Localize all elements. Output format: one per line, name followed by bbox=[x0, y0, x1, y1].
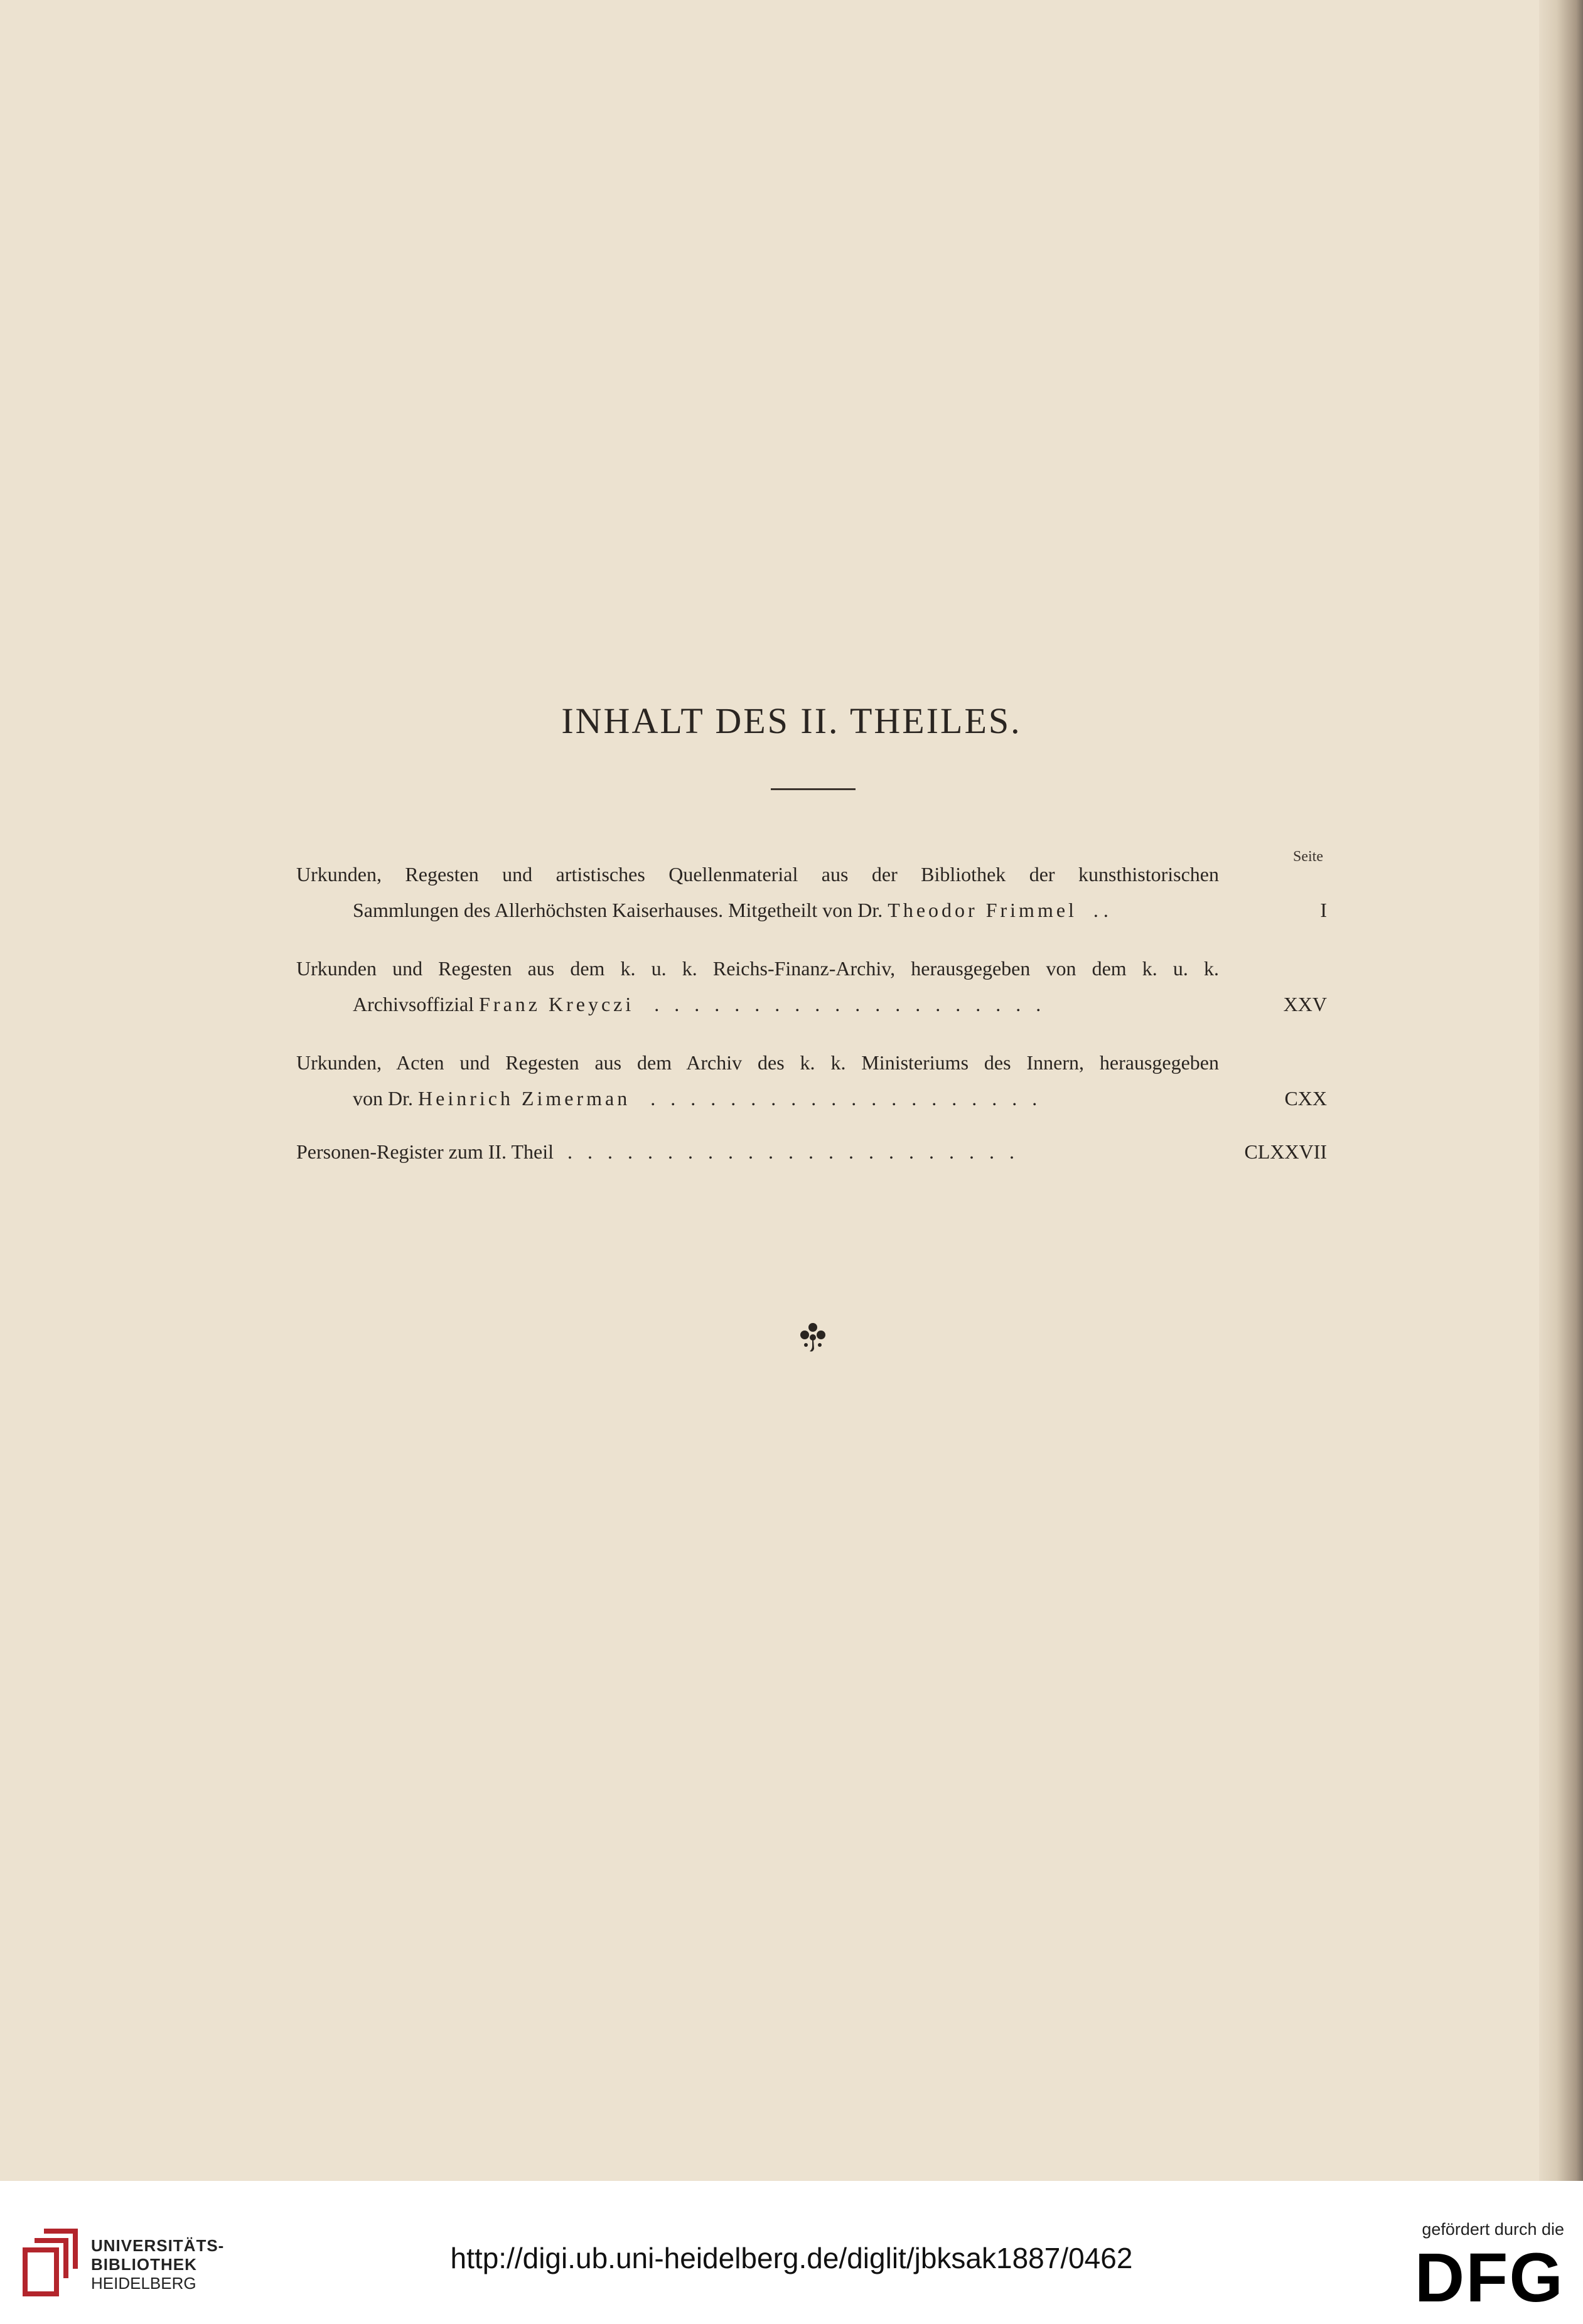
toc-entry-1-text: Sammlungen des Allerhöchsten Kaiserhauses. Mitgetheilt von Dr. bbox=[353, 899, 883, 921]
toc-entry-3-line2 bbox=[353, 1086, 1037, 1111]
toc-entry-2-author: Franz Kreyczi bbox=[479, 993, 635, 1015]
funding-label: gefördert durch die bbox=[1422, 2220, 1564, 2239]
toc-entry-3-text: von Dr. bbox=[353, 1087, 413, 1110]
toc-entry-4-dots: . . . . . . . . . . . . . . . . . . . . . . . bbox=[567, 1140, 1014, 1163]
footer-bar bbox=[0, 2181, 1583, 2324]
toc-entry-3-dots: . . . . . . . . . . . . . . . . . . . . bbox=[650, 1087, 1038, 1110]
toc-entry-1-dots: . . bbox=[1093, 899, 1108, 921]
toc-entry-4-text: Personen-Register zum II. Theil bbox=[296, 1140, 554, 1163]
column-header-seite: Seite bbox=[1293, 849, 1323, 865]
library-line-3: HEIDELBERG bbox=[91, 2274, 196, 2293]
toc-entry-2-line2 bbox=[353, 992, 1041, 1017]
toc-entry-2-line1: Urkunden und Regesten aus dem k. u. k. Reichs-Finanz-Archiv, herausgegeben von dem k. u. k. bbox=[296, 957, 1219, 980]
toc-entry-4-line1 bbox=[296, 1139, 1014, 1164]
toc-entry-4-page: CLXXVII bbox=[1244, 1140, 1327, 1163]
library-line-2: BIBLIOTHEK bbox=[91, 2255, 197, 2274]
dfg-logo: DFG bbox=[1414, 2239, 1564, 2316]
toc-entry-1-author: Theodor Frimmel bbox=[888, 899, 1077, 921]
toc-entry-1-line2 bbox=[353, 897, 1108, 923]
toc-entry-2-text: Archivsoffizial bbox=[353, 993, 475, 1015]
library-line-1: UNIVERSITÄTS- bbox=[91, 2236, 225, 2255]
toc-entry-1-line1: Urkunden, Regesten und artistisches Quellenmaterial aus der Bibliothek der kunsthistorischen bbox=[296, 863, 1219, 886]
toc-entry-3-page: CXX bbox=[1284, 1087, 1327, 1110]
toc-entry-3-author: Heinrich Zimerman bbox=[418, 1087, 631, 1110]
toc-entry-1-page: I bbox=[1320, 899, 1327, 921]
page-title: INHALT DES II. THEILES. bbox=[561, 700, 1022, 741]
toc-entry-2-dots: . . . . . . . . . . . . . . . . . . . . bbox=[654, 993, 1041, 1015]
toc-entry-2-page: XXV bbox=[1283, 993, 1327, 1015]
document-url-link[interactable]: http://digi.ub.uni-heidelberg.de/diglit/jbksak1887/0462 bbox=[450, 2242, 1133, 2274]
fleuron-ornament-icon bbox=[797, 1321, 829, 1354]
toc-entry-3-line1: Urkunden, Acten und Regesten aus dem Archiv des k. k. Ministeriums des Innern, herausgegeben bbox=[296, 1051, 1219, 1074]
